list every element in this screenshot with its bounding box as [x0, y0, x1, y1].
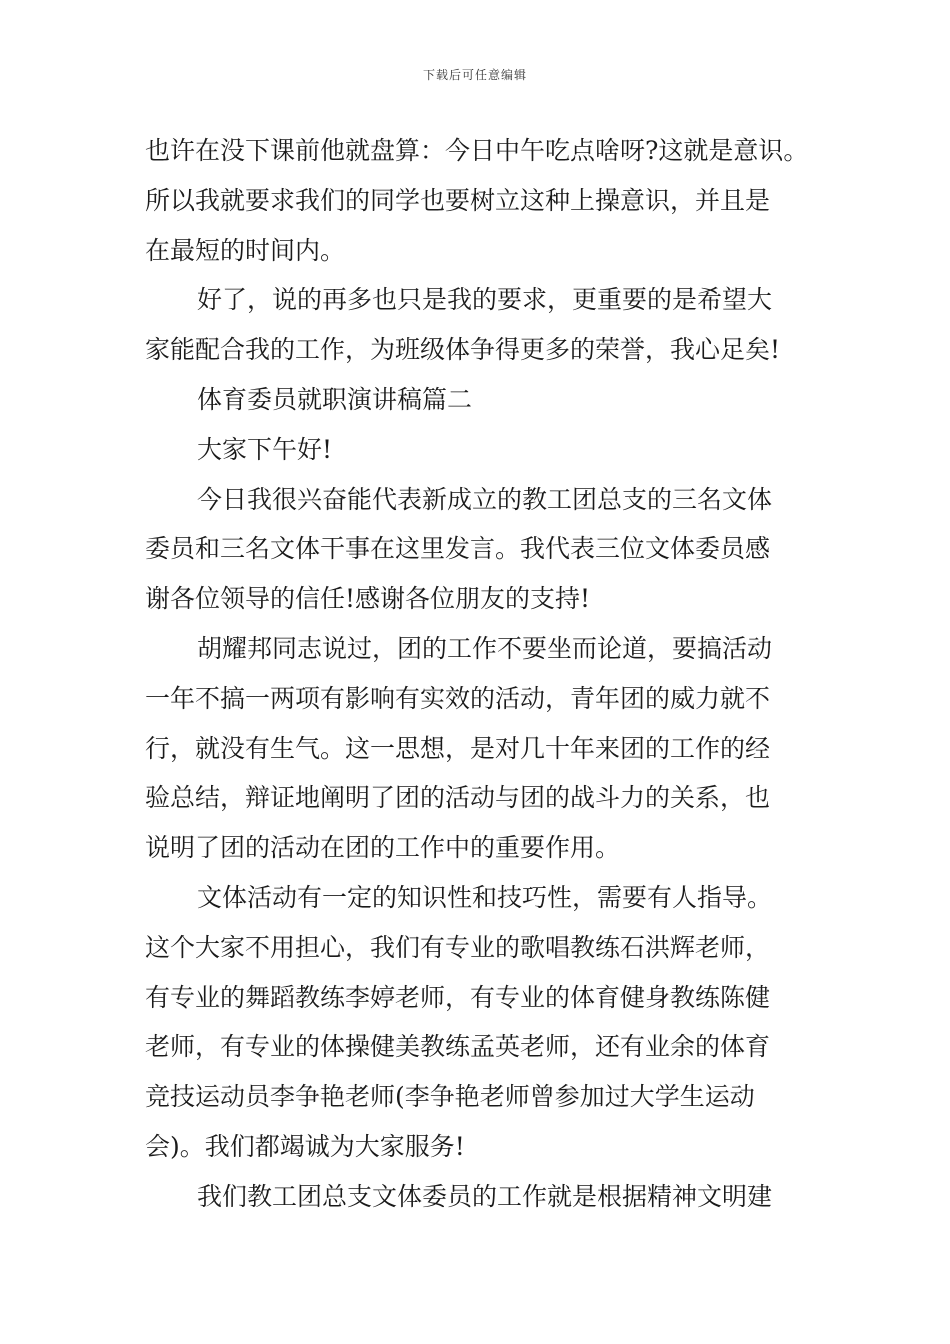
text-line: 老师，有专业的体操健美教练孟英老师，还有业余的体育 [145, 1032, 771, 1062]
text-line: 验总结，辩证地阐明了团的活动与团的战斗力的关系，也 [145, 783, 771, 813]
text-line: 竞技运动员李争艳老师(李争艳老师曾参加过大学生运动 [145, 1082, 755, 1112]
text-line: 有专业的舞蹈教练李婷老师，有专业的体育健身教练陈健 [145, 982, 771, 1012]
text-line: 胡耀邦同志说过，团的工作不要坐而论道，要搞活动 [197, 633, 773, 663]
text-line: 这个大家不用担心，我们有专业的歌唱教练石洪辉老师， [145, 932, 771, 962]
text-line: 我们教工团总支文体委员的工作就是根据精神文明建 [197, 1181, 773, 1211]
text-line: 大家下午好! [197, 434, 333, 464]
text-line: 文体活动有一定的知识性和技巧性，需要有人指导。 [197, 882, 773, 912]
page-header: 下载后可任意编辑 [422, 68, 527, 82]
text-line: 也许在没下课前他就盘算：今日中午吃点啥呀?这就是意识。 [145, 136, 809, 165]
text-line: 委员和三名文体干事在这里发言。我代表三位文体委员感 [145, 534, 771, 564]
text-line: 会)。我们都竭诚为大家服务! [145, 1131, 465, 1161]
text-line: 行，就没有生气。这一思想，是对几十年来团的工作的经 [145, 733, 771, 763]
text-line: 所以我就要求我们的同学也要树立这种上操意识，并且是 [145, 185, 771, 215]
document-body [145, 126, 815, 1222]
text-line: 好了，说的再多也只是我的要求，更重要的是希望大 [197, 285, 773, 315]
text-line: 说明了团的活动在团的工作中的重要作用。 [145, 833, 621, 863]
text-line: 今日我很兴奋能代表新成立的教工团总支的三名文体 [197, 484, 773, 514]
text-line: 体育委员就职演讲稿篇二 [197, 384, 473, 414]
text-line: 谢各位领导的信任!感谢各位朋友的支持! [145, 584, 591, 614]
text-line: 一年不搞一两项有影响有实效的活动，青年团的威力就不 [145, 683, 771, 713]
text-line: 家能配合我的工作，为班级体争得更多的荣誉，我心足矣! [145, 335, 781, 365]
text-line: 在最短的时间内。 [145, 235, 346, 265]
